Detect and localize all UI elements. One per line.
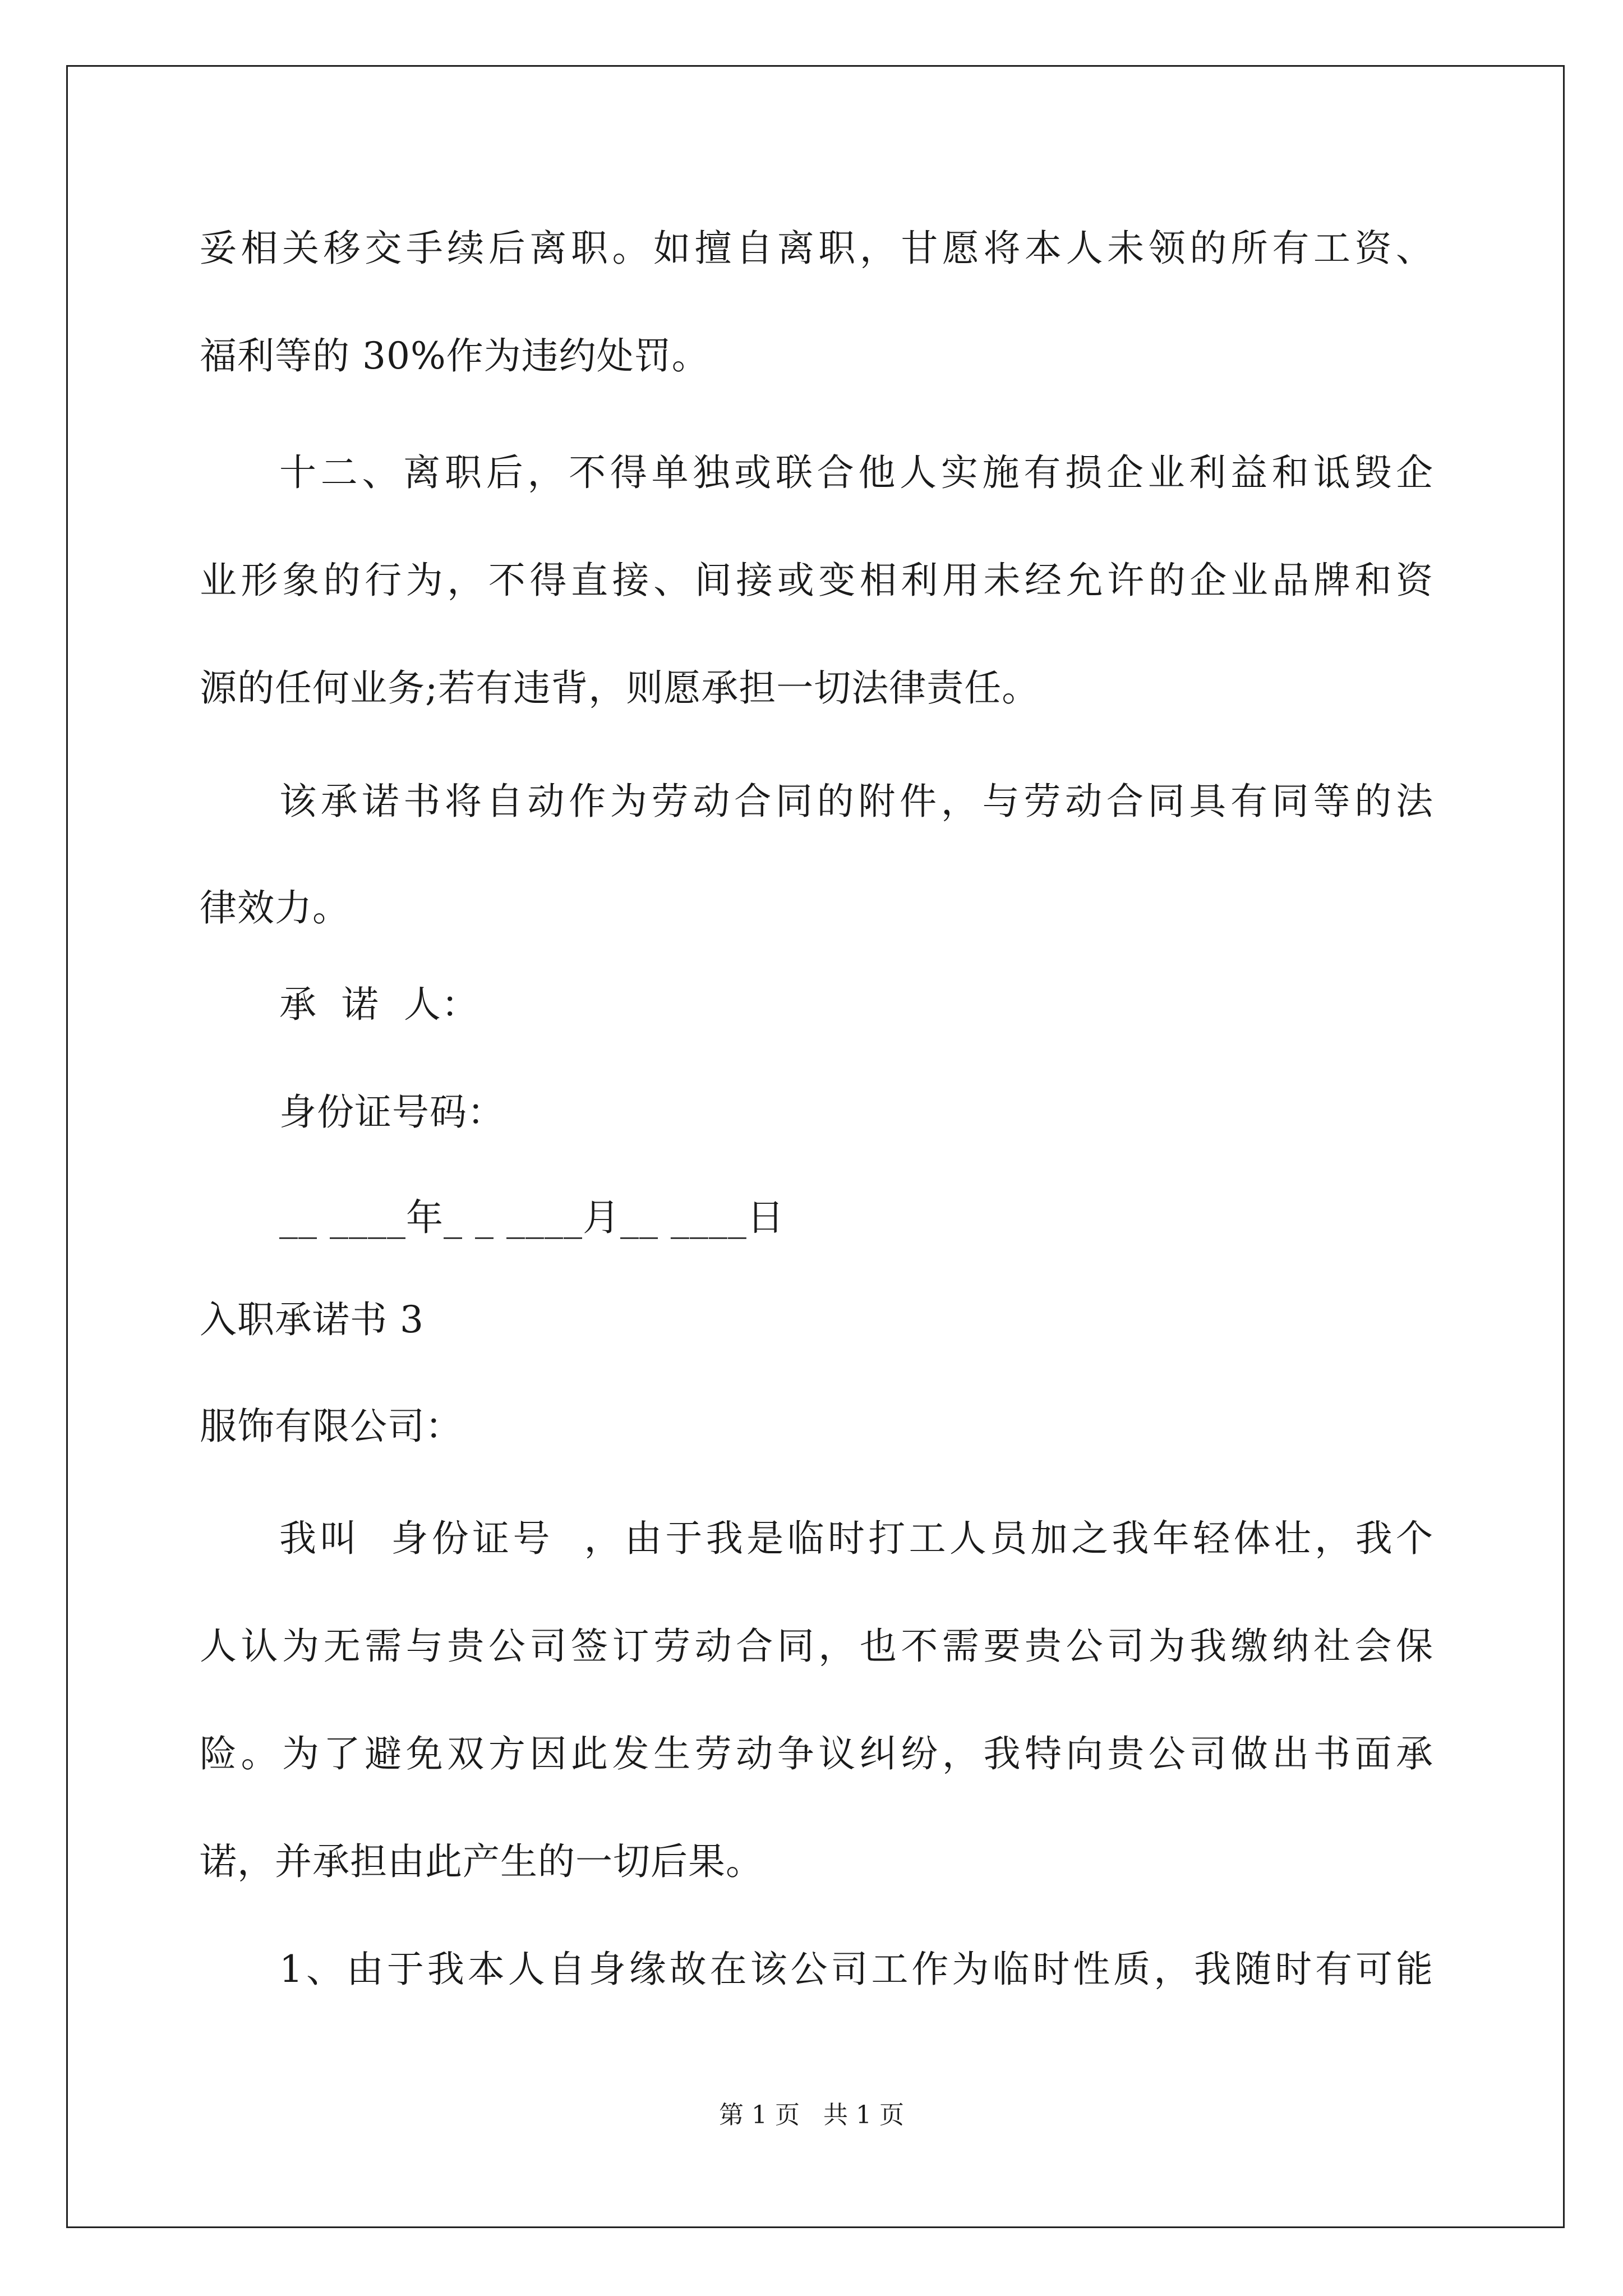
paragraph-line: 该承诺书将自动作为劳动合同的附件，与劳动合同具有同等的法 bbox=[279, 780, 1433, 823]
addressee: 服饰有限公司： bbox=[200, 1405, 463, 1448]
paragraph-line: 诺，并承担由此产生的一切后果。 bbox=[200, 1840, 763, 1883]
paragraph-line: 源的任何业务;若有违背，则愿承担一切法律责任。 bbox=[200, 666, 1040, 710]
page-border bbox=[66, 65, 1565, 2228]
paragraph-line: 业形象的行为，不得直接、间接或变相利用未经允许的企业品牌和资 bbox=[200, 559, 1433, 602]
paragraph-line: 险。为了避免双方因此发生劳动争议纠纷，我特向贵公司做出书面承 bbox=[200, 1732, 1433, 1775]
paragraph-line: 1、由于我本人自身缘故在该公司工作为临时性质，我随时有可能 bbox=[279, 1948, 1433, 1991]
id-number-label: 身份证号码： bbox=[279, 1091, 505, 1134]
date-line: __ ____年_ _ ____月__ ____日 bbox=[279, 1196, 785, 1239]
promisor-label: 承 诺 人： bbox=[279, 983, 479, 1026]
paragraph-line: 人认为无需与贵公司签订劳动合同，也不需要贵公司为我缴纳社会保 bbox=[200, 1625, 1433, 1668]
page-footer: 第 1 页 共 1 页 bbox=[719, 2101, 904, 2129]
paragraph-line: 福利等的 30%作为违约处罚。 bbox=[200, 334, 709, 378]
section-title: 入职承诺书 3 bbox=[200, 1298, 424, 1341]
paragraph-line: 妥相关移交手续后离职。如擅自离职，甘愿将本人未领的所有工资、 bbox=[200, 227, 1433, 270]
paragraph-line: 律效力。 bbox=[200, 886, 350, 930]
paragraph-line: 十二、离职后，不得单独或联合他人实施有损企业利益和诋毁企 bbox=[279, 451, 1433, 494]
paragraph-line: 我叫 身份证号 ，由于我是临时打工人员加之我年轻体壮，我个 bbox=[279, 1517, 1433, 1560]
